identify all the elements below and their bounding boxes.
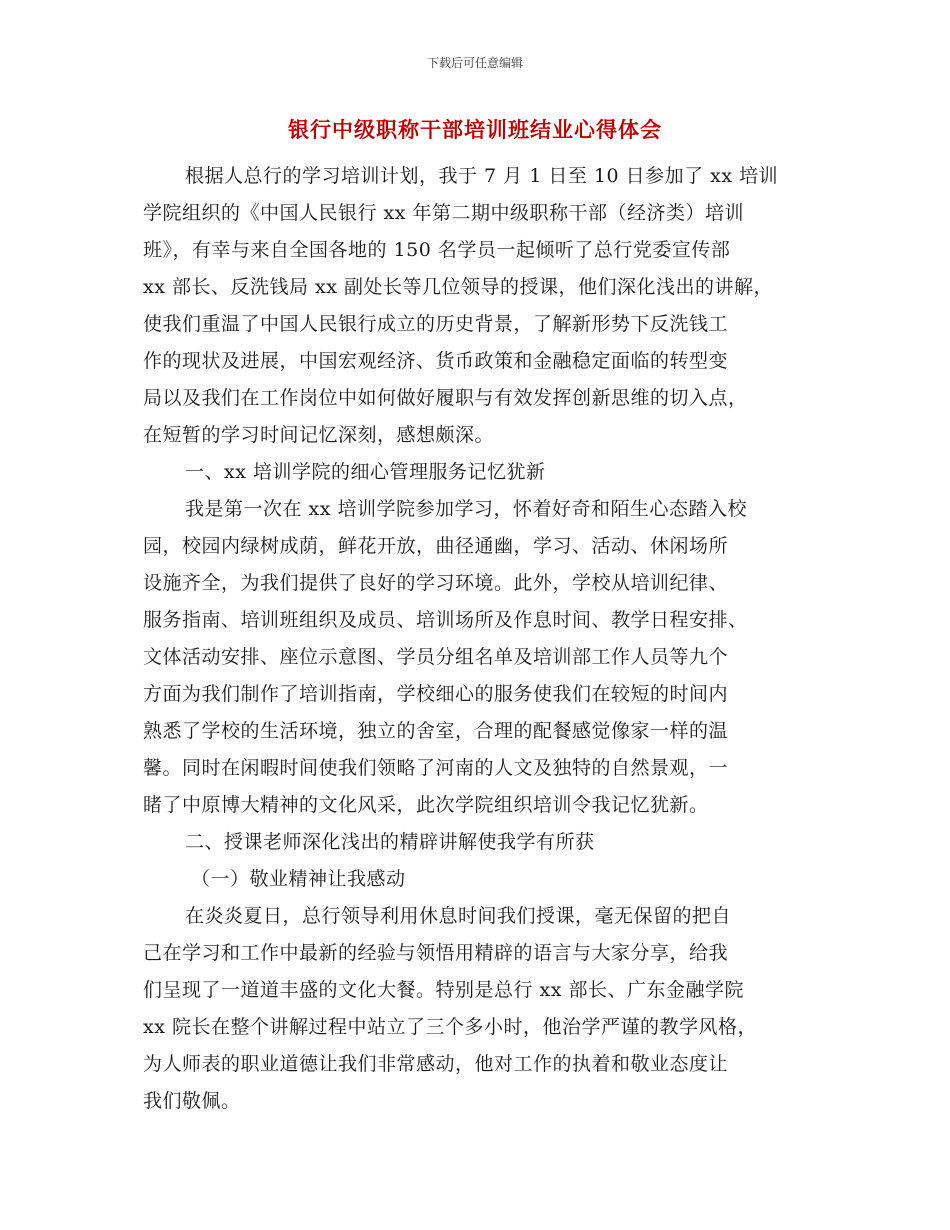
header-note: 下载后可任意编辑 xyxy=(426,56,523,70)
paragraph-line: 熟悉了学校的生活环境，独立的舍室，合理的配餐感觉像家一样的温 xyxy=(143,720,729,742)
paragraph-line: 我是第一次在 xx 培训学院参加学习，怀着好奇和陌生心态踏入校 xyxy=(185,498,748,520)
paragraph-line: 们呈现了一道道丰盛的文化大餐。特别是总行 xx 部长、广东金融学院 xyxy=(143,979,745,1001)
paragraph-line: 在炎炎夏日，总行领导利用休息时间我们授课，毫无保留的把自 xyxy=(185,905,732,927)
paragraph-line: 我们敬佩。 xyxy=(143,1090,241,1112)
paragraph-line: 睹了中原博大精神的文化风采，此次学院组织培训令我记忆犹新。 xyxy=(143,794,709,816)
subsection-heading: （一）敬业精神让我感动 xyxy=(191,868,406,890)
paragraph-line: 文体活动安排、座位示意图、学员分组名单及培训部工作人员等九个 xyxy=(143,646,729,668)
paragraph-line: 作的现状及进展，中国宏观经济、货币政策和金融稳定面临的转型变 xyxy=(143,350,729,372)
paragraph-line: xx 院长在整个讲解过程中站立了三个多小时，他治学严谨的教学风格， xyxy=(143,1016,757,1038)
section-heading: 一、xx 培训学院的细心管理服务记忆犹新 xyxy=(185,461,546,483)
paragraph-line: 使我们重温了中国人民银行成立的历史背景，了解新形势下反洗钱工 xyxy=(143,313,729,335)
document-title: 银行中级职称干部培训班结业心得体会 xyxy=(288,117,662,142)
paragraph-line: 馨。同时在闲暇时间使我们领略了河南的人文及独特的自然景观，一 xyxy=(143,757,729,779)
paragraph-line: 为人师表的职业道德让我们非常感动，他对工作的执着和敬业态度让 xyxy=(143,1053,729,1075)
paragraph-line: 服务指南、培训班组织及成员、培训场所及作息时间、教学日程安排、 xyxy=(143,609,748,631)
section-heading: 二、授课老师深化浅出的精辟讲解使我学有所获 xyxy=(185,831,595,853)
paragraph-line: 学院组织的《中国人民银行 xx 年第二期中级职称干部（经济类）培训 xyxy=(143,202,745,224)
paragraph-line: 方面为我们制作了培训指南，学校细心的服务使我们在较短的时间内 xyxy=(143,683,729,705)
paragraph-line: 园，校园内绿树成荫，鲜花开放，曲径通幽，学习、活动、休闲场所 xyxy=(143,535,729,557)
paragraph-line: 局以及我们在工作岗位中如何做好履职与有效发挥创新思维的切入点， xyxy=(143,387,748,409)
paragraph-line: xx 部长、反洗钱局 xx 副处长等几位领导的授课，他们深化浅出的讲解， xyxy=(143,276,773,298)
paragraph-line: 设施齐全，为我们提供了良好的学习环境。此外，学校从培训纪律、 xyxy=(143,572,729,594)
paragraph-line: 班》，有幸与来自全国各地的 150 名学员一起倾听了总行党委宣传部 xyxy=(143,239,731,261)
paragraph-line: 在短暂的学习时间记忆深刻，感想颇深。 xyxy=(143,424,495,446)
paragraph-line: 己在学习和工作中最新的经验与领悟用精辟的语言与大家分享，给我 xyxy=(143,942,729,964)
paragraph-line: 根据人总行的学习培训计划，我于 7 月 1 日至 10 日参加了 xx 培训 xyxy=(185,165,779,187)
document-body xyxy=(143,158,823,1120)
